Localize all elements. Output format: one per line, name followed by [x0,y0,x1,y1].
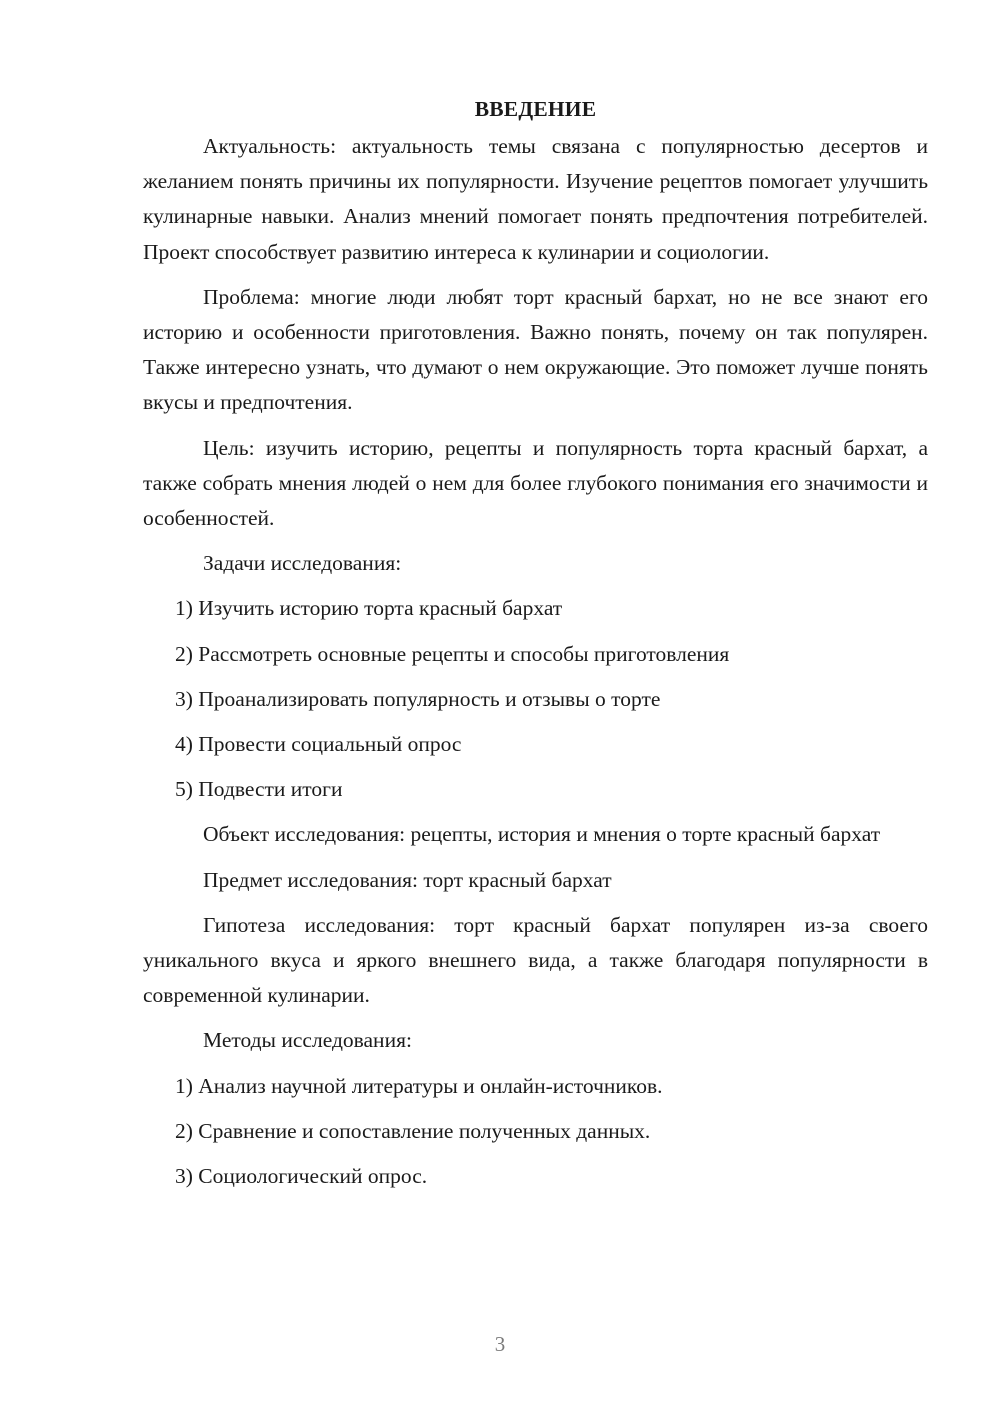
problem-paragraph: Проблема: многие люди любят торт красный бархат, но не все знают его историю и особенности приготовления. Важно понять, почему он так популярен. Также интересно узнать, что думают о нем окружающие. Это поможет лучше понять вкусы и предпочтения. [143,284,928,415]
list-item: 1) Изучить историю торта красный бархат [175,596,563,621]
page-number: 3 [494,1332,506,1356]
hypothesis-paragraph: Гипотеза исследования: торт красный бархат популярен из-за своего уникального вкуса и яркого внешнего вида, а также благодаря популярности в современной кулинарии. [143,912,928,1008]
object-paragraph: Объект исследования: рецепты, история и мнения о торте красный бархат [203,822,881,847]
list-item: 4) Провести социальный опрос [175,732,462,757]
list-item: 2) Рассмотреть основные рецепты и способы приготовления [175,641,730,666]
list-item: 5) Подвести итоги [175,777,343,802]
list-item: 1) Анализ научной литературы и онлайн-источников. [175,1073,663,1098]
tasks-list [143,591,928,807]
methods-heading: Методы исследования: [203,1028,412,1053]
methods-list [143,1069,928,1195]
list-item: 3) Социологический опрос. [175,1164,428,1189]
list-item: 3) Проанализировать популярность и отзывы о торте [175,686,661,711]
list-item: 2) Сравнение и сопоставление полученных данных. [175,1118,651,1143]
page-title: ВВЕДЕНИЕ [474,97,597,121]
tasks-heading: Задачи исследования: [203,551,402,576]
relevance-paragraph: Актуальность: актуальность темы связана с популярностью десертов и желанием понять причины их популярности. Изучение рецептов помогает улучшить кулинарные навыки. Анализ мнений помогает понять предпочтения потребителей. Проект способствует развитию интереса к кулинарии и социологии. [143,134,928,264]
goal-paragraph: Цель: изучить историю, рецепты и популярность торта красный бархат, а также собрать мнения людей о нем для более глубокого понимания его значимости и особенностей. [143,435,928,531]
subject-paragraph: Предмет исследования: торт красный бархат [203,867,612,892]
document-page [143,92,928,1204]
